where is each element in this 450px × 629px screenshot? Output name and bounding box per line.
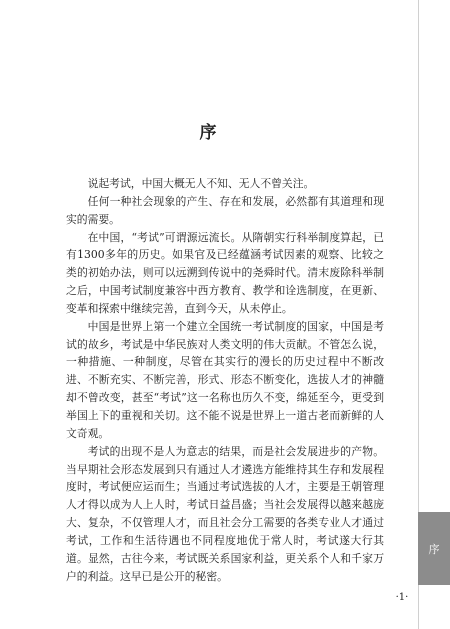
paragraph-5: 考试的出现不是人为意志的结果，而是社会发展进步的产物。当早期社会形态发展到只有通过人才遴选方能维持其生存和发展程度时，考试便应运而生；当通过考试选拔的人才，主要是王朝管理人才得以成为人上人时，考试日益昌盛；当社会发展得以越来越庞大、复杂，不仅管理人才，而且社会分工需要的各类专业人才通过考试，工作和生活待遇也不同程度地优于常人时，考试遂大行其道。显然，古往今来，考试既关系国家利益，更关系个人和千家万户的利益。这早已是公开的秘密。 [66, 444, 384, 583]
body-text [66, 175, 384, 585]
chapter-side-tab [418, 512, 450, 585]
side-tab-label: 序 [428, 542, 440, 556]
page-title: 序 [199, 123, 219, 143]
paragraph-2: 任何一种社会现象的产生、存在和发展，必然都有其道理和现实的需要。 [66, 194, 384, 226]
paragraph-1: 说起考试，中国大概无人不知、无人不曾关注。 [87, 177, 315, 190]
page-number: ·1· [395, 592, 409, 603]
paragraph-4: 中国是世界上第一个建立全国统一考试制度的国家，中国是考试的故乡，考试是中华民族对人类文明的伟大贡献。不管怎么说，一种措施、一种制度，尽管在其实行的漫长的历史过程中不断改进、不断充实、不断完善，形式、形态不断变化，选拔人才的神髓却不曾改变，甚至“考试”这一名称也历久不变，绵延至今，更受到举国上下的重视和关切。这不能不说是世界上一道古老而新鲜的人文奇观。 [66, 319, 384, 440]
paragraph-3: 在中国，“考试”可谓源远流长。从隋朝实行科举制度算起，已有1300多年的历史。如果官及已经蕴涵考试因素的观察、比较之类的初始办法，则可以远溯到传说中的尧舜时代。清末废除科举制之后，中国考试制度兼容中西方教育、教学和诠选制度，在更新、变革和探索中继续完善，直到今天，从未停止。 [66, 230, 384, 315]
